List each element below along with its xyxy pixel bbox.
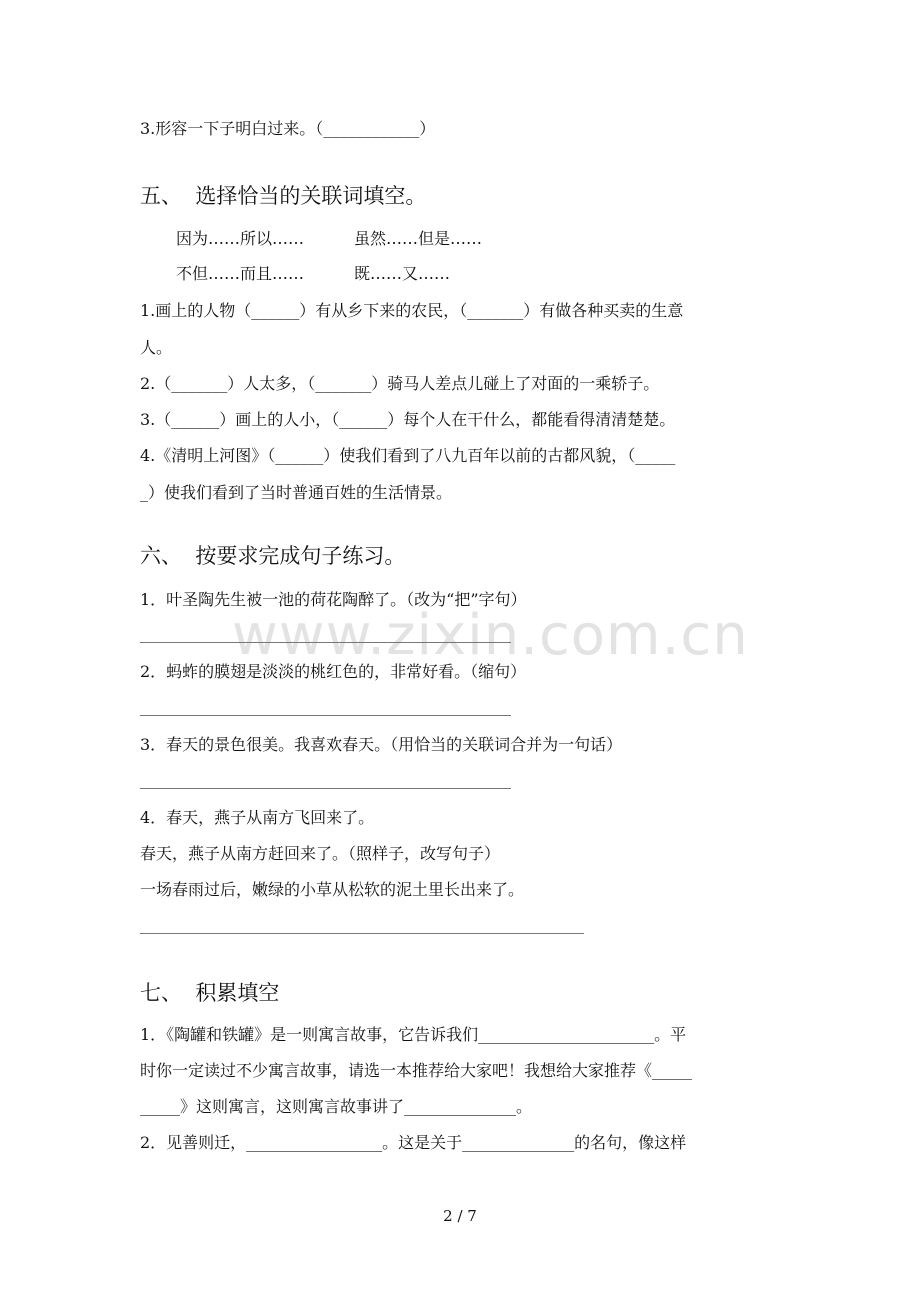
answer-line-2[interactable] xyxy=(140,715,511,716)
s7-question-2: 2．见善则迁，_________________。这是关于______________的名句，像这样 xyxy=(140,1133,687,1152)
s5-question-1-cont: 人。 xyxy=(140,338,173,357)
s6-question-1: 1．叶圣陶先生被一池的荷花陶醉了。（改为“把”字句） xyxy=(140,590,527,609)
s5-question-4: 4.《清明上河图》（______）使我们看到了八九百年以前的古都风貌，（_____ xyxy=(140,446,676,465)
s5-question-4-cont: _）使我们看到了当时普通百姓的生活情景。 xyxy=(140,483,453,502)
s6-question-4-example: 春天，燕子从南方赶回来了。（照样子，改写句子） xyxy=(140,844,501,863)
s6-question-4: 4．春天，燕子从南方飞回来了。 xyxy=(140,808,375,827)
page-number: 2 / 7 xyxy=(443,1207,477,1225)
prev-item-3: 3.形容一下子明白过来。（____________） xyxy=(140,119,436,138)
option-3: 不但……而且…… xyxy=(176,264,305,283)
s6-question-3: 3．春天的景色很美。我喜欢春天。（用恰当的关联词合并为一句话） xyxy=(140,735,623,754)
s5-question-3: 3.（______）画上的人小，（______）每个人在干什么，都能看得清清楚楚。 xyxy=(140,410,676,429)
option-4: 既……又…… xyxy=(354,264,451,283)
s7-question-1: 1．《陶罐和铁罐》是一则寓言故事，它告诉我们______________________。平 xyxy=(140,1025,687,1044)
section-5-title: 五、 选择恰当的关联词填空。 xyxy=(140,184,427,208)
option-1: 因为……所以…… xyxy=(176,229,305,248)
s7-question-1-cont: 时你一定读过不少寓言故事，请选一本推荐给大家吧！我想给大家推荐《_____ xyxy=(140,1061,693,1080)
option-2: 虽然……但是…… xyxy=(354,229,483,248)
section-7-title: 七、 积累填空 xyxy=(140,981,280,1005)
s6-question-2: 2．蚂蚱的膜翅是淡淡的桃红色的，非常好看。（缩句） xyxy=(140,662,527,681)
s6-question-4-task: 一场春雨过后，嫩绿的小草从松软的泥土里长出来了。 xyxy=(140,880,525,899)
watermark: www.zixin.com.cn xyxy=(232,603,749,668)
s7-question-1-cont2: _____》这则寓言，这则寓言故事讲了______________。 xyxy=(140,1097,533,1116)
answer-line-1[interactable] xyxy=(140,642,511,643)
s5-question-2: 2.（_______）人太多，（_______）骑马人差点儿碰上了对面的一乘轿子。 xyxy=(140,374,660,393)
s5-question-1: 1.画上的人物（______）有从乡下来的农民，（_______）有做各种买卖的生意 xyxy=(140,301,684,320)
answer-line-4[interactable] xyxy=(140,933,584,934)
section-6-title: 六、 按要求完成句子练习。 xyxy=(140,544,406,568)
answer-line-3[interactable] xyxy=(140,788,511,789)
